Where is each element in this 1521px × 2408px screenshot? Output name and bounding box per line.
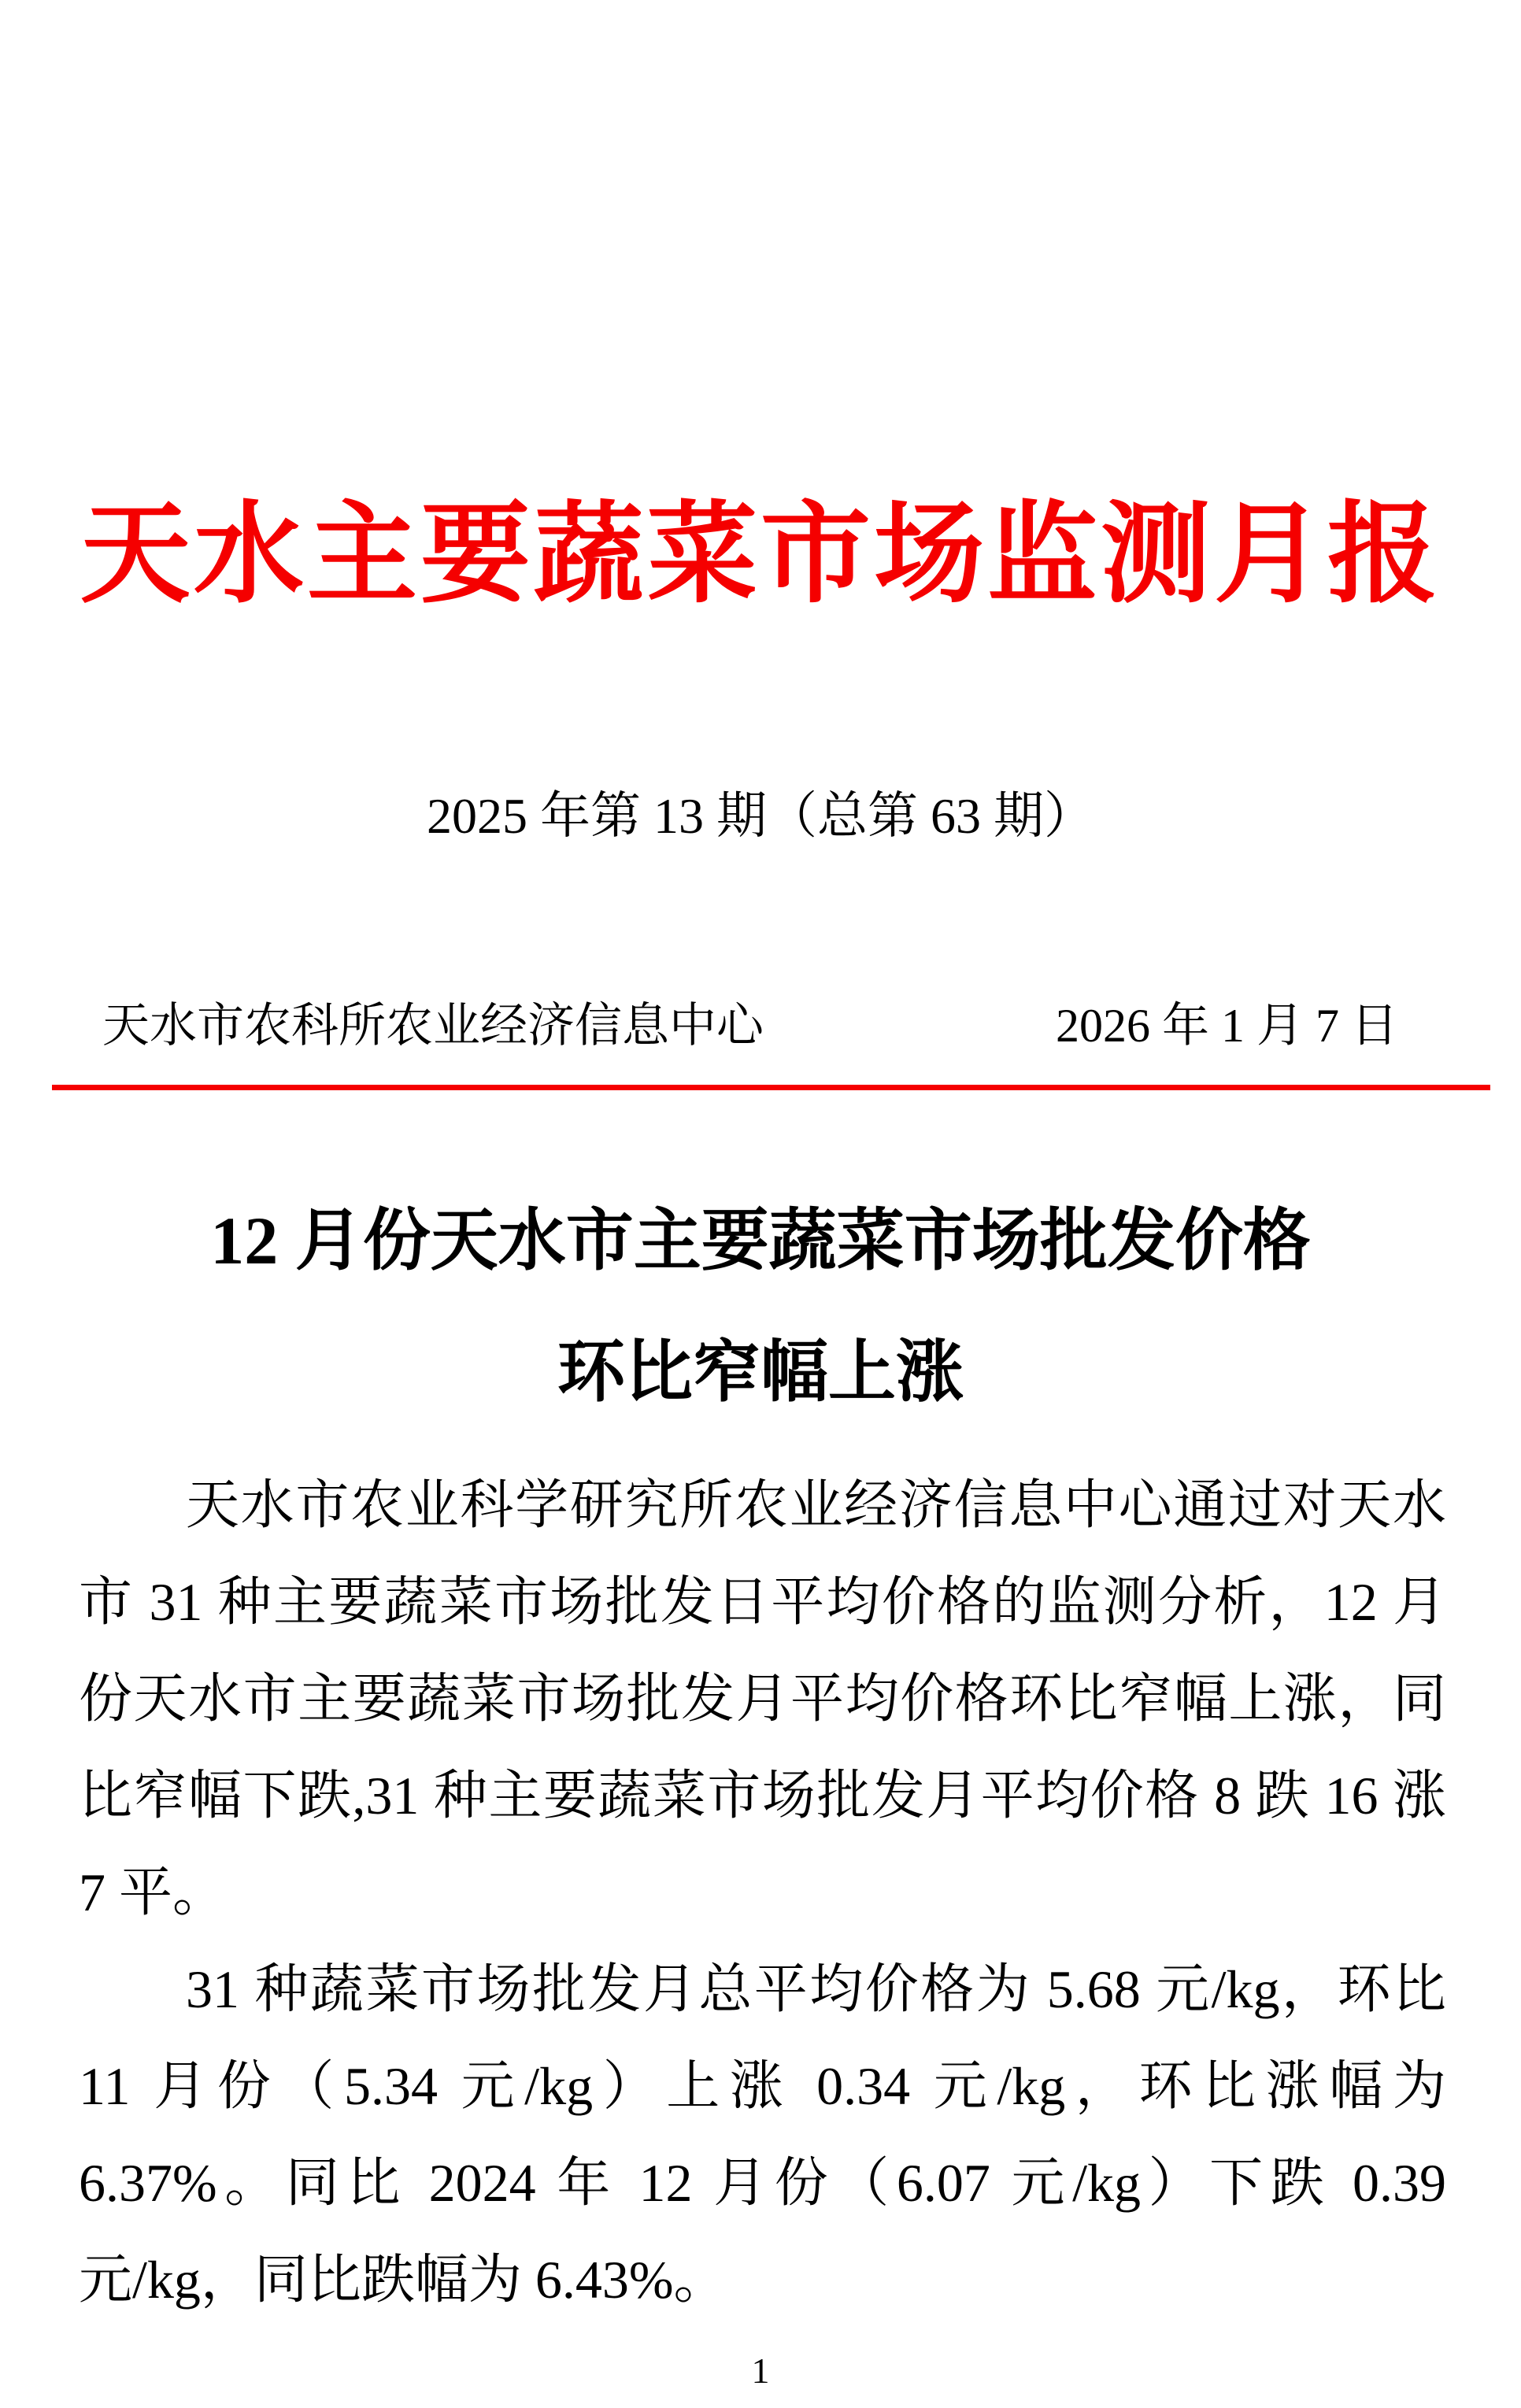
body-paragraph-1: 天水市农业科学研究所农业经济信息中心通过对天水市 31 种主要蔬菜市场批发日平均价格的监测分析，12 月份天水市主要蔬菜市场批发月平均价格环比窄幅上涨，同比窄幅下跌,31 种主要蔬菜市场批发月平均价格 8 跌 16 涨 7 平。 [79, 1475, 1446, 1923]
article-body [79, 1457, 1446, 2328]
issue-line: 2025 年第 13 期（总第 63 期） [427, 788, 1094, 844]
body-paragraph-2: 31 种蔬菜市场批发月总平均价格为 5.68 元/kg，环比 11 月份（5.34 元/kg）上涨 0.34 元/kg，环比涨幅为 6.37%。同比 2024 年 12 月份（6.07 元/kg）下跌 0.39 元/kg，同比跌幅为 6.43%。 [79, 1959, 1446, 2310]
red-divider-rule [52, 1085, 1490, 1090]
publisher-name: 天水市农科所农业经济信息中心 [102, 1000, 764, 1052]
article-headline [0, 1175, 1521, 1438]
report-title: 天水主要蔬菜市场监测月报 [80, 494, 1441, 616]
page-number: 1 [751, 2351, 770, 2391]
article-headline-line2: 环比窄幅上涨 [557, 1334, 964, 1411]
article-headline-line1: 12 月份天水市主要蔬菜市场批发价格 [210, 1203, 1311, 1279]
publish-date: 2026 年 1 月 7 日 [1056, 1000, 1398, 1052]
publisher-row [0, 995, 1521, 1056]
